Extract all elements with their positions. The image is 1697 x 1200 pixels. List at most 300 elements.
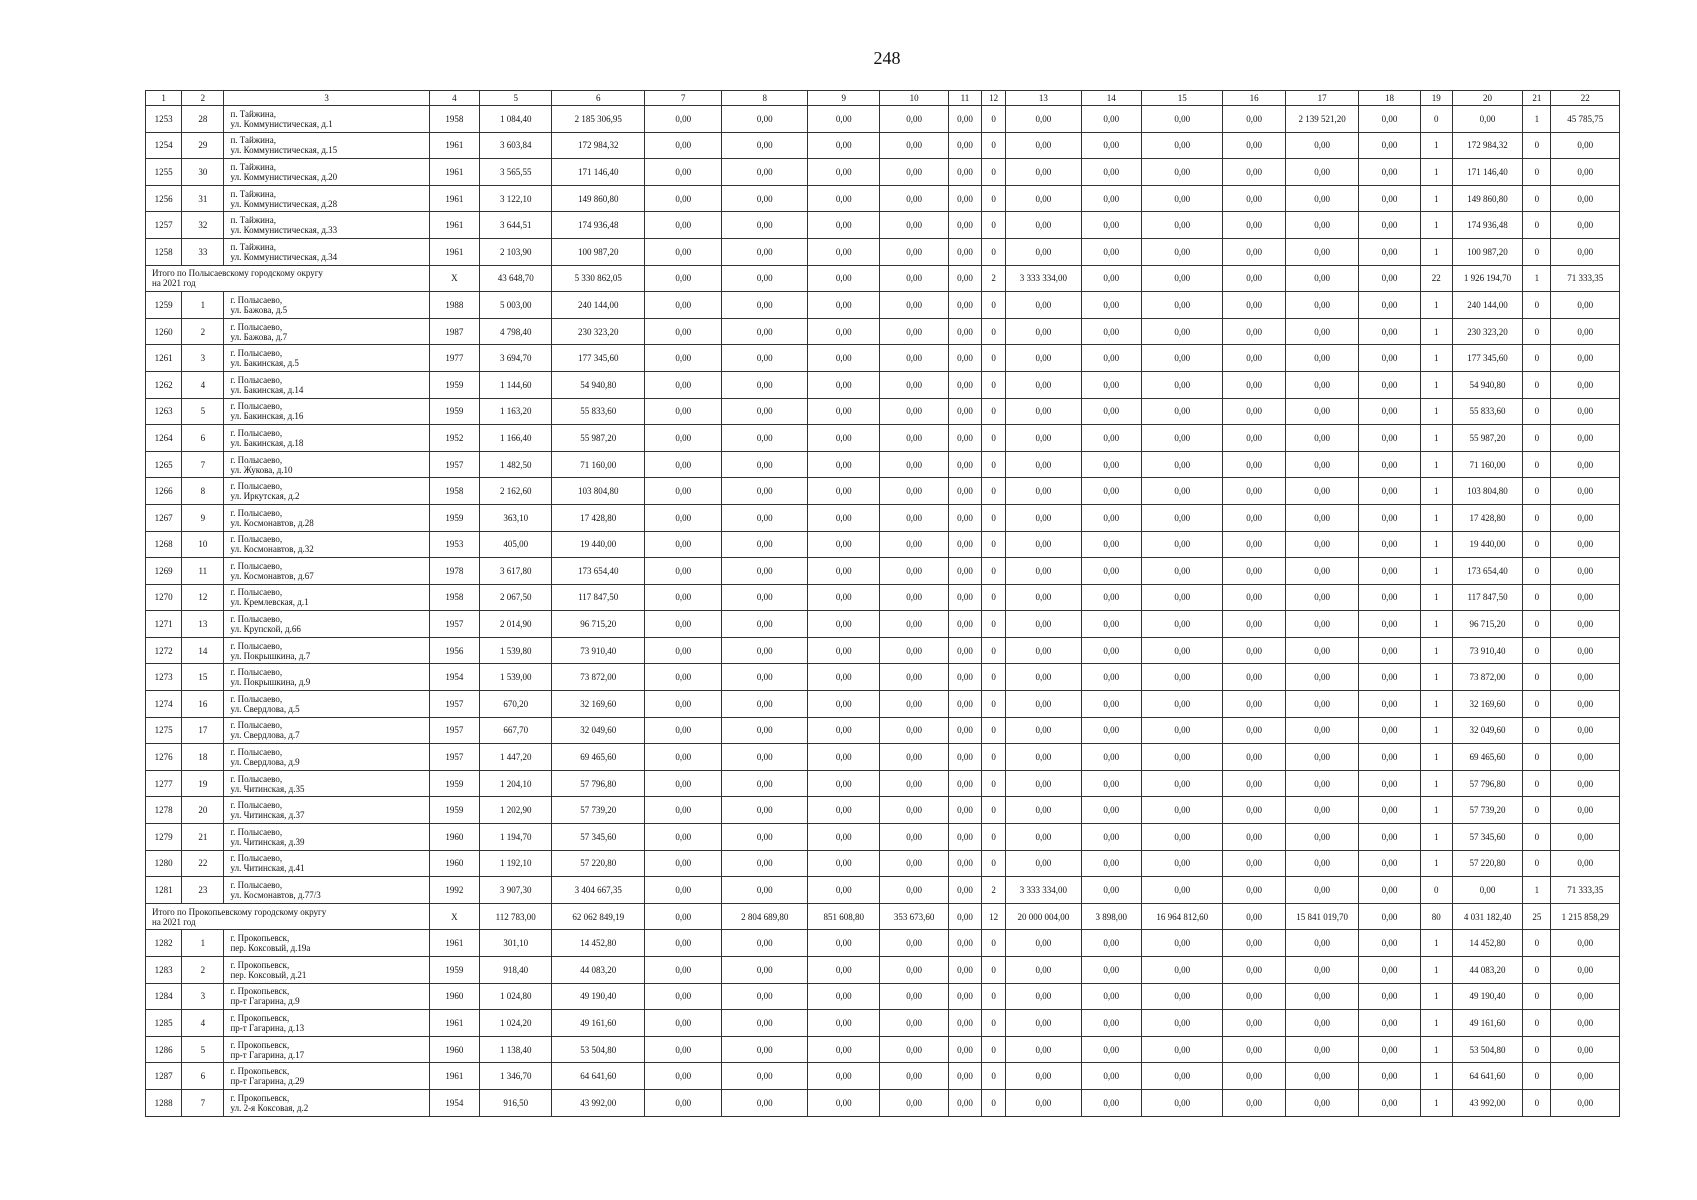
table-cell: 0,00 <box>1285 770 1358 797</box>
table-cell: 0,00 <box>808 451 880 478</box>
table-cell: 0 <box>1523 371 1551 398</box>
table-cell: 0,00 <box>1006 504 1081 531</box>
summary-row <box>146 265 1620 292</box>
row-number: 1255 <box>146 159 182 186</box>
table-cell: 0,00 <box>1223 691 1285 718</box>
table-cell: 0,00 <box>645 903 722 930</box>
table-cell: 0,00 <box>1285 824 1358 851</box>
table-cell: 53 504,80 <box>552 1036 645 1063</box>
table-row <box>146 345 1620 372</box>
table-cell: 0,00 <box>1359 877 1420 904</box>
table-cell: 1960 <box>429 824 479 851</box>
table-cell: 1 <box>1420 824 1452 851</box>
table-cell: 0 <box>982 664 1006 691</box>
table-cell: 0,00 <box>1551 637 1620 664</box>
address-line: п. Тайжина, <box>230 135 276 146</box>
table-cell: 0,00 <box>880 238 948 265</box>
table-cell: 0,00 <box>1551 238 1620 265</box>
table-cell: 0,00 <box>1551 983 1620 1010</box>
table-cell: 0,00 <box>808 398 880 425</box>
address <box>224 318 429 345</box>
table-cell: 0,00 <box>1359 106 1420 133</box>
table-cell: 0,00 <box>880 478 948 505</box>
table-cell: 0,00 <box>808 558 880 585</box>
table-cell: 0,00 <box>808 265 880 292</box>
table-cell: 1 447,20 <box>480 744 552 771</box>
row-number: 1280 <box>146 850 182 877</box>
address <box>224 478 429 505</box>
table-cell: 1977 <box>429 345 479 372</box>
table-cell: 0 <box>1523 531 1551 558</box>
table-cell: 1 <box>1420 664 1452 691</box>
column-number-header: 9 <box>808 91 880 106</box>
local-number: 18 <box>182 744 224 771</box>
address-line: г. Полысаево, <box>230 454 283 465</box>
table-cell: X <box>429 903 479 930</box>
address-line: ул. Читинская, д.37 <box>230 810 305 821</box>
table-row <box>146 877 1620 904</box>
table-cell: 0 <box>1523 398 1551 425</box>
row-number: 1263 <box>146 398 182 425</box>
table-cell: 112 783,00 <box>480 903 552 930</box>
table-cell: 0,00 <box>722 185 808 212</box>
table-cell: 43 992,00 <box>552 1089 645 1116</box>
table-cell: 1959 <box>429 504 479 531</box>
table-cell: 0,00 <box>1081 238 1141 265</box>
table-cell: 0,00 <box>808 345 880 372</box>
column-number-header: 5 <box>480 91 552 106</box>
table-cell: 0,00 <box>1223 717 1285 744</box>
table-cell: 1958 <box>429 584 479 611</box>
table-cell: 0,00 <box>722 238 808 265</box>
address-line: г. Полысаево, <box>230 667 283 678</box>
table-cell: 0,00 <box>948 478 981 505</box>
address-line: г. Полысаево, <box>230 826 283 837</box>
table-cell: 54 940,80 <box>552 371 645 398</box>
table-cell: 0,00 <box>948 691 981 718</box>
column-number-header: 14 <box>1081 91 1141 106</box>
column-number-header: 3 <box>224 91 429 106</box>
table-cell: 0 <box>982 1036 1006 1063</box>
table-cell: 0,00 <box>1285 877 1358 904</box>
table-cell: 0,00 <box>1141 1010 1222 1037</box>
table-cell: 0,00 <box>1223 824 1285 851</box>
table-cell: 3 122,10 <box>480 185 552 212</box>
table-cell: 1 <box>1420 637 1452 664</box>
table-cell: 0,00 <box>722 770 808 797</box>
table-cell: 1 539,00 <box>480 664 552 691</box>
table-cell: 5 003,00 <box>480 292 552 319</box>
table-cell: 0 <box>1420 877 1452 904</box>
table-cell: 0 <box>982 930 1006 957</box>
table-cell: 0 <box>1523 664 1551 691</box>
table-cell: 1959 <box>429 957 479 984</box>
table-cell: 32 169,60 <box>1452 691 1522 718</box>
table-cell: 0 <box>1523 1089 1551 1116</box>
table-cell: 0,00 <box>1081 1036 1141 1063</box>
table-cell: 0,00 <box>880 717 948 744</box>
address-line: пер. Коксовый, д.19а <box>230 943 311 954</box>
table-cell: 55 833,60 <box>552 398 645 425</box>
address-line: г. Полысаево, <box>230 294 283 305</box>
table-cell: 0,00 <box>1359 531 1420 558</box>
address-line: г. Полысаево, <box>230 534 283 545</box>
table-cell: 1961 <box>429 238 479 265</box>
table-cell: 0,00 <box>1359 611 1420 638</box>
address-line: г. Полысаево, <box>230 427 283 438</box>
table-cell: 0,00 <box>1359 1063 1420 1090</box>
table-cell: 1957 <box>429 611 479 638</box>
table-row <box>146 664 1620 691</box>
table-cell: 1961 <box>429 1063 479 1090</box>
table-cell: 0,00 <box>645 238 722 265</box>
table-cell: 0,00 <box>645 824 722 851</box>
table-cell: 0,00 <box>645 1089 722 1116</box>
table-cell: 0,00 <box>808 1036 880 1063</box>
table-cell: 0,00 <box>1551 797 1620 824</box>
table-cell: 0,00 <box>1359 850 1420 877</box>
table-cell: 1 346,70 <box>480 1063 552 1090</box>
address-line: ул. Читинская, д.39 <box>230 836 305 847</box>
table-cell: 0 <box>1523 824 1551 851</box>
table-cell: 0,00 <box>880 504 948 531</box>
row-number: 1279 <box>146 824 182 851</box>
address-line: ул. Коммунистическая, д.28 <box>230 198 338 209</box>
row-number: 1269 <box>146 558 182 585</box>
table-cell: 0 <box>982 1089 1006 1116</box>
table-cell: 0,00 <box>1141 637 1222 664</box>
table-cell: 918,40 <box>480 957 552 984</box>
address-line: ул. 2-я Коксовая, д.2 <box>230 1102 309 1113</box>
table-cell: 0 <box>1523 478 1551 505</box>
table-cell: 0 <box>982 770 1006 797</box>
table-cell: 0,00 <box>1141 824 1222 851</box>
table-cell: 0 <box>1523 930 1551 957</box>
local-number: 7 <box>182 451 224 478</box>
table-row <box>146 637 1620 664</box>
address-line: ул. Бакинская, д.18 <box>230 437 304 448</box>
table-cell: 0,00 <box>880 691 948 718</box>
table-cell: 0 <box>1523 744 1551 771</box>
address <box>224 850 429 877</box>
table-cell: 405,00 <box>480 531 552 558</box>
table-cell: 0,00 <box>1359 558 1420 585</box>
table-row <box>146 717 1620 744</box>
table-cell: 0,00 <box>722 425 808 452</box>
table-cell: 0,00 <box>1359 1036 1420 1063</box>
row-number: 1277 <box>146 770 182 797</box>
table-cell: 0,00 <box>948 159 981 186</box>
table-cell: 0,00 <box>1359 691 1420 718</box>
table-cell: 0,00 <box>1141 451 1222 478</box>
table-cell: 171 146,40 <box>552 159 645 186</box>
table-cell: 1 <box>1420 185 1452 212</box>
table-cell: 0,00 <box>722 106 808 133</box>
table-cell: 0,00 <box>645 478 722 505</box>
table-cell: 1 <box>1420 318 1452 345</box>
table-cell: 177 345,60 <box>552 345 645 372</box>
table-row <box>146 106 1620 133</box>
table-cell: 1959 <box>429 770 479 797</box>
table-cell: 3 603,84 <box>480 132 552 159</box>
table-cell: 57 739,20 <box>1452 797 1522 824</box>
address-line: ул. Бажова, д.7 <box>230 331 288 342</box>
table-cell: 0,00 <box>1285 691 1358 718</box>
table-cell: 0,00 <box>1551 185 1620 212</box>
table-cell: 0 <box>982 185 1006 212</box>
table-cell: 0,00 <box>1081 265 1141 292</box>
table-cell: 2 139 521,20 <box>1285 106 1358 133</box>
table-cell: 0,00 <box>1285 212 1358 239</box>
table-cell: 0,00 <box>1006 850 1081 877</box>
table-cell: 0,00 <box>1223 744 1285 771</box>
table-cell: 0,00 <box>1141 584 1222 611</box>
table-cell: 1 <box>1420 478 1452 505</box>
table-cell: 0 <box>1523 1010 1551 1037</box>
table-cell: 0,00 <box>1081 106 1141 133</box>
table-cell: 0,00 <box>948 265 981 292</box>
table-cell: 0 <box>982 318 1006 345</box>
table-cell: 0,00 <box>808 824 880 851</box>
table-cell: 55 987,20 <box>1452 425 1522 452</box>
table-cell: 71 333,35 <box>1551 877 1620 904</box>
table-cell: 0,00 <box>1081 691 1141 718</box>
table-cell: 0,00 <box>1081 611 1141 638</box>
table-cell: 0 <box>982 797 1006 824</box>
table-cell: 0,00 <box>808 292 880 319</box>
table-cell: 0,00 <box>948 292 981 319</box>
table-cell: 0,00 <box>948 797 981 824</box>
table-cell: 0,00 <box>948 558 981 585</box>
table-cell: 3 898,00 <box>1081 903 1141 930</box>
table-cell: 1 <box>1420 371 1452 398</box>
table-cell: 0,00 <box>1359 345 1420 372</box>
table-cell: 49 190,40 <box>1452 983 1522 1010</box>
local-number: 6 <box>182 425 224 452</box>
table-cell: 0,00 <box>1285 504 1358 531</box>
table-cell: 0,00 <box>808 983 880 1010</box>
table-cell: 1 <box>1420 531 1452 558</box>
local-number: 32 <box>182 212 224 239</box>
table-cell: 851 608,80 <box>808 903 880 930</box>
table-cell: 0,00 <box>1006 664 1081 691</box>
table-cell: 0,00 <box>880 1036 948 1063</box>
table-cell: 0,00 <box>1359 957 1420 984</box>
row-number: 1285 <box>146 1010 182 1037</box>
address <box>224 159 429 186</box>
local-number: 14 <box>182 637 224 664</box>
local-number: 3 <box>182 983 224 1010</box>
address-line: г. Полысаево, <box>230 401 283 412</box>
table-cell: 0,00 <box>948 1036 981 1063</box>
table-cell: 0,00 <box>1006 824 1081 851</box>
address <box>224 132 429 159</box>
table-cell: 0,00 <box>880 132 948 159</box>
table-cell: 667,70 <box>480 717 552 744</box>
address-line: г. Полысаево, <box>230 773 283 784</box>
table-cell: 0,00 <box>1006 531 1081 558</box>
table-cell: 0,00 <box>722 584 808 611</box>
table-cell: 0,00 <box>948 238 981 265</box>
table-cell: 0,00 <box>1359 478 1420 505</box>
table-cell: 17 428,80 <box>552 504 645 531</box>
table-cell: 0,00 <box>1006 717 1081 744</box>
table-cell: 0,00 <box>1551 744 1620 771</box>
address-line: ул. Читинская, д.35 <box>230 783 305 794</box>
address-line: г. Полысаево, <box>230 374 283 385</box>
table-cell: 0,00 <box>1223 797 1285 824</box>
table-cell: 17 428,80 <box>1452 504 1522 531</box>
table-cell: 0,00 <box>645 850 722 877</box>
table-cell: 0,00 <box>1223 318 1285 345</box>
table-cell: 0,00 <box>1551 425 1620 452</box>
address-line: ул. Бакинская, д.16 <box>230 411 304 422</box>
table-cell: 1 539,80 <box>480 637 552 664</box>
table-cell: 0,00 <box>1285 318 1358 345</box>
local-number: 5 <box>182 398 224 425</box>
row-number: 1259 <box>146 292 182 319</box>
column-number-header: 18 <box>1359 91 1420 106</box>
table-cell: 5 330 862,05 <box>552 265 645 292</box>
column-number-header: 15 <box>1141 91 1222 106</box>
table-cell: 0,00 <box>1006 930 1081 957</box>
row-number: 1256 <box>146 185 182 212</box>
row-number: 1286 <box>146 1036 182 1063</box>
table-cell: 0 <box>1523 770 1551 797</box>
table-cell: 0,00 <box>880 212 948 239</box>
table-cell: 0 <box>1523 504 1551 531</box>
table-cell: 0,00 <box>948 318 981 345</box>
local-number: 2 <box>182 318 224 345</box>
table-cell: 0,00 <box>948 398 981 425</box>
table-cell: 0,00 <box>1359 1089 1420 1116</box>
table-cell: 0,00 <box>1081 770 1141 797</box>
table-cell: 0,00 <box>808 1063 880 1090</box>
table-cell: 0,00 <box>948 531 981 558</box>
table-cell: 0,00 <box>1006 1089 1081 1116</box>
table-cell: 0,00 <box>880 770 948 797</box>
table-cell: 2 067,50 <box>480 584 552 611</box>
table-cell: 1 <box>1420 797 1452 824</box>
address-line: г. Полысаево, <box>230 640 283 651</box>
address <box>224 212 429 239</box>
local-number: 8 <box>182 478 224 505</box>
table-cell: 71 160,00 <box>1452 451 1522 478</box>
table-cell: 0,00 <box>1223 930 1285 957</box>
table-cell: 173 654,40 <box>552 558 645 585</box>
table-cell: 0,00 <box>948 212 981 239</box>
address-line: ул. Крупской, д.66 <box>230 624 301 635</box>
summary-label <box>146 265 430 292</box>
table-cell: 0,00 <box>1081 744 1141 771</box>
table-cell: 1960 <box>429 850 479 877</box>
table-row <box>146 504 1620 531</box>
table-cell: 0,00 <box>808 531 880 558</box>
table-cell: 1957 <box>429 717 479 744</box>
table-cell: 0,00 <box>1223 1063 1285 1090</box>
table-cell: 0,00 <box>1141 106 1222 133</box>
table-cell: 0,00 <box>1551 664 1620 691</box>
address-line: ул. Бакинская, д.5 <box>230 358 299 369</box>
table-cell: 3 907,30 <box>480 877 552 904</box>
table-cell: 0,00 <box>808 877 880 904</box>
table-cell: 0,00 <box>1359 637 1420 664</box>
table-cell: 0,00 <box>1081 132 1141 159</box>
row-number: 1270 <box>146 584 182 611</box>
table-cell: 0,00 <box>722 1089 808 1116</box>
table-cell: 0,00 <box>1285 558 1358 585</box>
table-cell: 2 <box>982 265 1006 292</box>
table-cell: 0,00 <box>1141 717 1222 744</box>
address-line: г. Полысаево, <box>230 348 283 359</box>
table-cell: 0 <box>1523 611 1551 638</box>
table-cell: 0,00 <box>948 770 981 797</box>
address-line: г. Полысаево, <box>230 614 283 625</box>
table-cell: 0,00 <box>1006 451 1081 478</box>
table-cell: 0,00 <box>1551 1063 1620 1090</box>
table-cell: 0,00 <box>948 504 981 531</box>
table-cell: 0,00 <box>880 957 948 984</box>
table-cell: 96 715,20 <box>1452 611 1522 638</box>
table-cell: 0,00 <box>880 877 948 904</box>
column-number-header-row <box>146 91 1620 106</box>
table-cell: 0,00 <box>808 478 880 505</box>
table-cell: 0,00 <box>645 744 722 771</box>
table-cell: 14 452,80 <box>1452 930 1522 957</box>
table-cell: 14 452,80 <box>552 930 645 957</box>
table-cell: 0,00 <box>1141 531 1222 558</box>
table-cell: 55 987,20 <box>552 425 645 452</box>
row-number: 1258 <box>146 238 182 265</box>
table-cell: 0,00 <box>1006 611 1081 638</box>
table-cell: 0,00 <box>645 1063 722 1090</box>
column-number-header: 20 <box>1452 91 1522 106</box>
table-cell: 0,00 <box>808 371 880 398</box>
table-cell: 0,00 <box>1551 478 1620 505</box>
table-cell: 0,00 <box>1285 159 1358 186</box>
table-cell: 0,00 <box>948 877 981 904</box>
table-cell: 0,00 <box>1285 1036 1358 1063</box>
table-cell: 1 482,50 <box>480 451 552 478</box>
table-cell: 0,00 <box>645 691 722 718</box>
table-cell: 0,00 <box>1081 797 1141 824</box>
table-cell: 1992 <box>429 877 479 904</box>
local-number: 13 <box>182 611 224 638</box>
table-cell: X <box>429 265 479 292</box>
table-cell: 0,00 <box>948 824 981 851</box>
table-cell: 2 014,90 <box>480 611 552 638</box>
table-cell: 0,00 <box>1285 292 1358 319</box>
table-cell: 1 <box>1420 159 1452 186</box>
table-cell: 173 654,40 <box>1452 558 1522 585</box>
table-cell: 2 162,60 <box>480 478 552 505</box>
table-cell: 1 144,60 <box>480 371 552 398</box>
table-cell: 172 984,32 <box>552 132 645 159</box>
table-cell: 0 <box>982 238 1006 265</box>
table-cell: 0,00 <box>808 744 880 771</box>
table-cell: 0,00 <box>808 185 880 212</box>
table-cell: 0,00 <box>645 558 722 585</box>
table-cell: 0,00 <box>645 797 722 824</box>
table-cell: 0,00 <box>1081 212 1141 239</box>
table-cell: 240 144,00 <box>1452 292 1522 319</box>
table-cell: 0,00 <box>808 504 880 531</box>
table-cell: 230 323,20 <box>552 318 645 345</box>
table-cell: 0,00 <box>808 611 880 638</box>
table-row <box>146 770 1620 797</box>
column-number-header: 8 <box>722 91 808 106</box>
table-cell: 0,00 <box>1141 558 1222 585</box>
